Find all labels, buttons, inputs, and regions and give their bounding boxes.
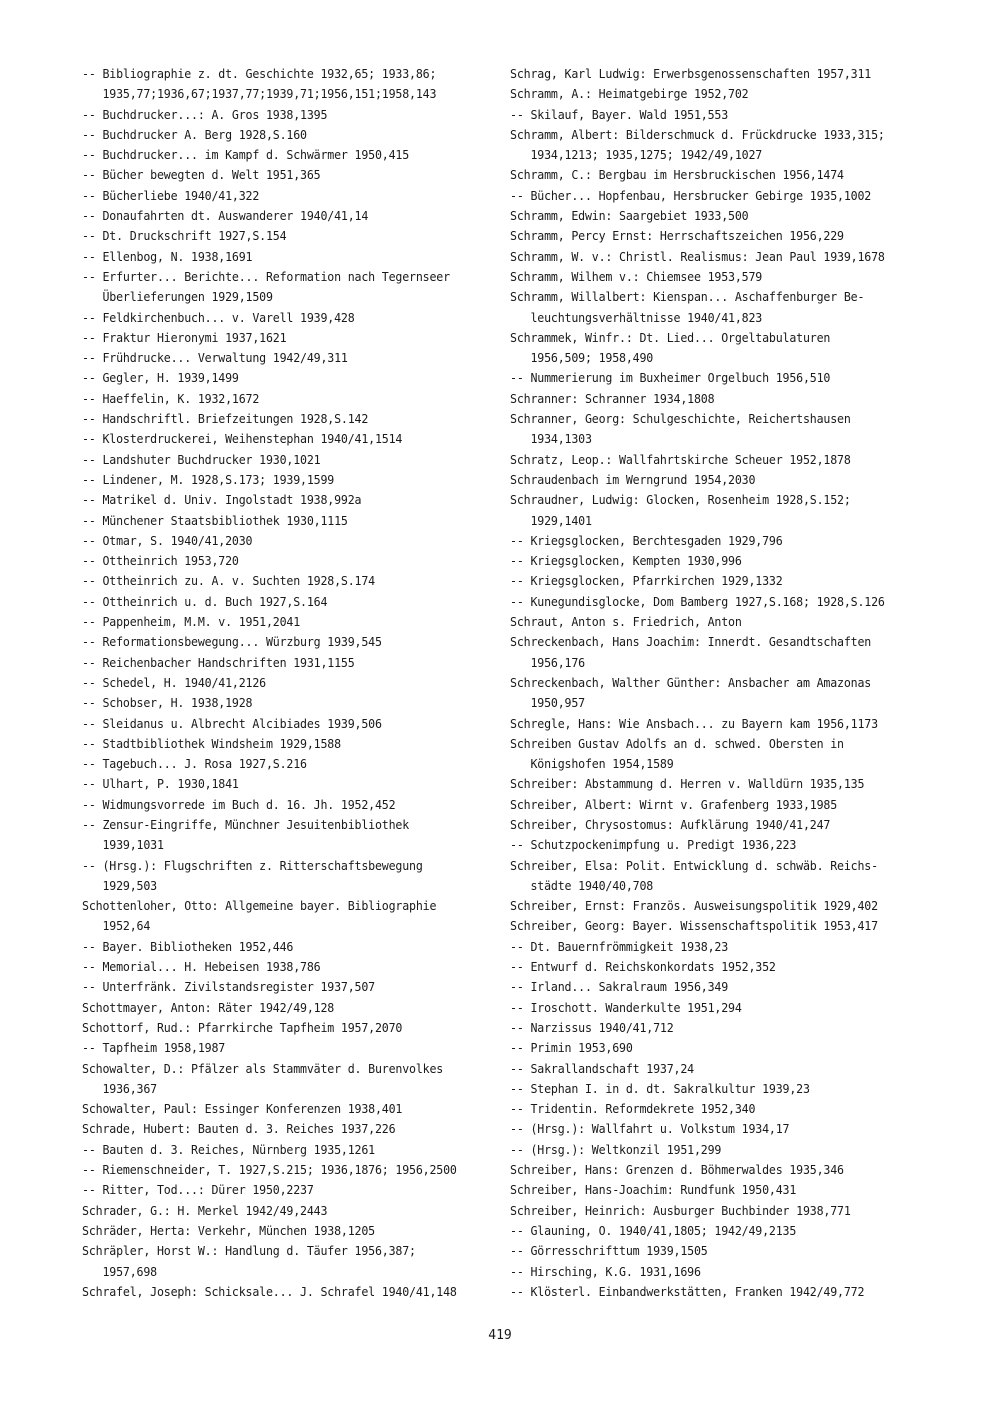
index-entry-line: -- Ottheinrich u. d. Buch 1927,S.164	[82, 593, 328, 609]
index-entry-line: -- (Hrsg.): Flugschriften z. Ritterschaftsbewegung	[82, 857, 423, 873]
index-entry-line: Schramm, Percy Ernst: Herrschaftszeichen 1956,229	[510, 228, 844, 244]
index-entry-line: Schowalter, D.: Pfälzer als Stammväter d. Burenvolkes	[82, 1060, 444, 1076]
index-entry-line: -- Ottheinrich 1953,720	[82, 553, 239, 569]
index-entry-line: -- Kriegsglocken, Berchtesgaden 1929,796	[510, 532, 783, 548]
index-entry-line: Überlieferungen 1929,1509	[82, 289, 273, 305]
index-entry-line: -- Buchdrucker...: A. Gros 1938,1395	[82, 106, 328, 122]
index-entry-line: 1936,367	[82, 1080, 157, 1096]
index-entry-line: 1929,503	[82, 877, 157, 893]
index-entry-line: Schottenloher, Otto: Allgemeine bayer. Bibliographie	[82, 898, 437, 914]
index-entry-line: 1952,64	[82, 918, 151, 934]
index-entry-line: -- Bücher bewegten d. Welt 1951,365	[82, 167, 321, 183]
index-entry-line: -- Haeffelin, K. 1932,1672	[82, 390, 260, 406]
index-entry-line: -- Sleidanus u. Albrecht Alcibiades 1939,506	[82, 715, 382, 731]
index-entry-line: -- Pappenheim, M.M. v. 1951,2041	[82, 614, 301, 630]
index-entry-line: -- Buchdrucker A. Berg 1928,S.160	[82, 126, 307, 142]
index-entry-line: leuchtungsverhältnisse 1940/41,823	[510, 309, 763, 325]
index-entry-line: Schramm, W. v.: Christl. Realismus: Jean Paul 1939,1678	[510, 248, 885, 264]
index-entry-line: -- Stadtbibliothek Windsheim 1929,1588	[82, 735, 341, 751]
index-entry-line: Schreckenbach, Walther Günther: Ansbacher am Amazonas	[510, 674, 872, 690]
index-entry-line: -- Riemenschneider, T. 1927,S.215; 1936,1876; 1956,2500	[82, 1162, 457, 1178]
index-entry-line: Schreiber: Abstammung d. Herren v. Walldürn 1935,135	[510, 776, 865, 792]
index-entry-line: Schreiber, Albert: Wirnt v. Grafenberg 1933,1985	[510, 796, 838, 812]
index-entry-line: -- Nummerierung im Buxheimer Orgelbuch 1956,510	[510, 370, 831, 386]
index-entry-line: -- Tagebuch... J. Rosa 1927,S.216	[82, 756, 307, 772]
index-entry-line: -- Entwurf d. Reichskonkordats 1952,352	[510, 959, 776, 975]
index-entry-line: -- Reichenbacher Handschriften 1931,1155	[82, 654, 355, 670]
index-entry-line: Schramm, Wilhem v.: Chiemsee 1953,579	[510, 268, 763, 284]
index-entry-line: -- Tridentin. Reformdekrete 1952,340	[510, 1101, 756, 1117]
index-entry-line: -- Unterfränk. Zivilstandsregister 1937,507	[82, 979, 375, 995]
index-entry-line: -- Narzissus 1940/41,712	[510, 1019, 674, 1035]
index-entry-line: Schreiber, Hans-Joachim: Rundfunk 1950,431	[510, 1182, 797, 1198]
index-entry-line: Schraudner, Ludwig: Glocken, Rosenheim 1928,S.152;	[510, 492, 851, 508]
index-entry-line: Schottorf, Rud.: Pfarrkirche Tapfheim 1957,2070	[82, 1019, 403, 1035]
index-entry-line: -- Primin 1953,690	[510, 1040, 633, 1056]
index-entry-line: -- Görresschrifttum 1939,1505	[510, 1243, 708, 1259]
index-entry-line: -- Bauten d. 3. Reiches, Nürnberg 1935,1261	[82, 1141, 375, 1157]
index-entry-line: -- Glauning, O. 1940/41,1805; 1942/49,2135	[510, 1222, 797, 1238]
index-entry-line: Schramm, Edwin: Saargebiet 1933,500	[510, 208, 749, 224]
index-entry-line: -- Klosterdruckerei, Weihenstephan 1940/41,1514	[82, 431, 403, 447]
index-entry-line: städte 1940/40,708	[510, 877, 654, 893]
index-entry-line: -- Stephan I. in d. dt. Sakralkultur 1939,23	[510, 1080, 810, 1096]
index-entry-line: -- Landshuter Buchdrucker 1930,1021	[82, 451, 321, 467]
index-entry-line: Schrader, G.: H. Merkel 1942/49,2443	[82, 1202, 328, 1218]
index-entry-line: -- Frühdrucke... Verwaltung 1942/49,311	[82, 350, 348, 366]
index-entry-line: 1956,176	[510, 654, 585, 670]
index-entry-line: -- Otmar, S. 1940/41,2030	[82, 532, 253, 548]
left-column	[82, 64, 502, 1302]
index-entry-line: -- Skilauf, Bayer. Wald 1951,553	[510, 106, 729, 122]
index-entry-line: Schramm, C.: Bergbau im Hersbruckischen 1956,1474	[510, 167, 844, 183]
index-entry-line: -- Fraktur Hieronymi 1937,1621	[82, 329, 287, 345]
index-entry-line: Schrag, Karl Ludwig: Erwerbsgenossenschaften 1957,311	[510, 66, 872, 81]
index-entry-line: -- Kriegsglocken, Pfarrkirchen 1929,1332	[510, 573, 783, 589]
index-entry-line: -- Ritter, Tod...: Dürer 1950,2237	[82, 1182, 314, 1198]
index-entry-line: Schrammek, Winfr.: Dt. Lied... Orgeltabulaturen	[510, 329, 831, 345]
index-entry-line: Schräpler, Horst W.: Handlung d. Täufer 1956,387;	[82, 1243, 416, 1259]
index-entry-line: Königshofen 1954,1589	[510, 756, 674, 772]
index-entry-line: Schranner: Schranner 1934,1808	[510, 390, 715, 406]
index-entry-line: Schramm, A.: Heimatgebirge 1952,702	[510, 86, 749, 102]
index-entry-line: -- Hirsching, K.G. 1931,1696	[510, 1263, 701, 1279]
index-entry-line: Schottmayer, Anton: Räter 1942/49,128	[82, 999, 335, 1015]
index-entry-line: -- Erfurter... Berichte... Reformation nach Tegernseer	[82, 268, 450, 284]
index-entry-line: -- Zensur-Eingriffe, Münchner Jesuitenbibliothek	[82, 816, 410, 832]
index-entry-line: Schräder, Herta: Verkehr, München 1938,1205	[82, 1222, 375, 1238]
index-entry-line: -- Iroschott. Wanderkulte 1951,294	[510, 999, 742, 1015]
right-column	[510, 64, 930, 1302]
index-entry-line: Schrade, Hubert: Bauten d. 3. Reiches 1937,226	[82, 1121, 396, 1137]
index-entry-line: -- Buchdrucker... im Kampf d. Schwärmer 1950,415	[82, 147, 410, 163]
index-entry-line: Schrafel, Joseph: Schicksale... J. Schrafel 1940/41,148	[82, 1283, 457, 1299]
index-entry-line: Schreiben Gustav Adolfs an d. schwed. Obersten in	[510, 735, 844, 751]
index-entry-line: -- Reformationsbewegung... Würzburg 1939,545	[82, 634, 382, 650]
index-entry-line: -- Ulhart, P. 1930,1841	[82, 776, 239, 792]
index-entry-line: 1935,77;1936,67;1937,77;1939,71;1956,151;1958,143	[82, 86, 437, 102]
index-entry-line: -- Dt. Druckschrift 1927,S.154	[82, 228, 287, 244]
index-entry-line: -- Donaufahrten dt. Auswanderer 1940/41,14	[82, 208, 369, 224]
index-entry-line: Schreiber, Chrysostomus: Aufklärung 1940/41,247	[510, 816, 831, 832]
index-entry-line: Schreiber, Ernst: Französ. Ausweisungspolitik 1929,402	[510, 898, 878, 914]
index-entry-line: -- Münchener Staatsbibliothek 1930,1115	[82, 512, 348, 528]
index-entry-line: Schraudenbach im Werngrund 1954,2030	[510, 471, 756, 487]
index-entry-line: -- Memorial... H. Hebeisen 1938,786	[82, 959, 321, 975]
index-entry-line: -- Bibliographie z. dt. Geschichte 1932,65; 1933,86;	[82, 66, 437, 81]
index-entry-line: Schreckenbach, Hans Joachim: Innerdt. Gesandtschaften	[510, 634, 872, 650]
index-entry-line: 1956,509; 1958,490	[510, 350, 654, 366]
index-entry-line: Schreiber, Hans: Grenzen d. Böhmerwaldes 1935,346	[510, 1162, 844, 1178]
index-entry-line: -- Sakrallandschaft 1937,24	[510, 1060, 694, 1076]
index-entry-line: -- Kunegundisglocke, Dom Bamberg 1927,S.168; 1928,S.126	[510, 593, 885, 609]
index-entry-line: -- (Hrsg.): Weltkonzil 1951,299	[510, 1141, 722, 1157]
index-entry-line: -- Matrikel d. Univ. Ingolstadt 1938,992a	[82, 492, 362, 508]
index-entry-line: -- Schedel, H. 1940/41,2126	[82, 674, 266, 690]
index-entry-line: -- Schutzpockenimpfung u. Predigt 1936,223	[510, 837, 797, 853]
index-entry-line: Schraut, Anton s. Friedrich, Anton	[510, 614, 742, 630]
index-entry-line: Schreiber, Georg: Bayer. Wissenschaftspolitik 1953,417	[510, 918, 878, 934]
index-entry-line: Schranner, Georg: Schulgeschichte, Reichertshausen	[510, 411, 851, 427]
index-entry-line: -- Tapfheim 1958,1987	[82, 1040, 226, 1056]
index-entry-line: -- Feldkirchenbuch... v. Varell 1939,428	[82, 309, 355, 325]
index-entry-line: -- Widmungsvorrede im Buch d. 16. Jh. 1952,452	[82, 796, 396, 812]
index-entry-line: Schreiber, Elsa: Polit. Entwicklung d. schwäb. Reichs-	[510, 857, 878, 873]
index-entry-line: 1929,1401	[510, 512, 592, 528]
index-entry-line: 1957,698	[82, 1263, 157, 1279]
index-entry-line: Schramm, Willalbert: Kienspan... Aschaffenburger Be-	[510, 289, 865, 305]
index-entry-line: -- Bücher... Hopfenbau, Hersbrucker Gebirge 1935,1002	[510, 187, 872, 203]
index-entry-line: -- Handschriftl. Briefzeitungen 1928,S.142	[82, 411, 369, 427]
index-entry-line: -- Kriegsglocken, Kempten 1930,996	[510, 553, 742, 569]
index-entry-line: Schreiber, Heinrich: Ausburger Buchbinder 1938,771	[510, 1202, 851, 1218]
index-entry-line: -- Lindener, M. 1928,S.173; 1939,1599	[82, 471, 335, 487]
index-entry-line: -- Irland... Sakralraum 1956,349	[510, 979, 729, 995]
index-entry-line: -- Ottheinrich zu. A. v. Suchten 1928,S.174	[82, 573, 375, 589]
index-entry-line: Schratz, Leop.: Wallfahrtskirche Scheuer 1952,1878	[510, 451, 851, 467]
index-entry-line: -- Klösterl. Einbandwerkstätten, Franken 1942/49,772	[510, 1283, 865, 1299]
index-entry-line: -- Dt. Bauernfrömmigkeit 1938,23	[510, 938, 729, 954]
index-entry-line: -- Ellenbog, N. 1938,1691	[82, 248, 253, 264]
index-entry-line: Schramm, Albert: Bilderschmuck d. Frückdrucke 1933,315;	[510, 126, 885, 142]
index-entry-line: Schregle, Hans: Wie Ansbach... zu Bayern kam 1956,1173	[510, 715, 878, 731]
index-entry-line: 1950,957	[510, 695, 585, 711]
index-entry-line: -- Bayer. Bibliotheken 1952,446	[82, 938, 294, 954]
page-number: 419	[488, 1328, 512, 1343]
index-entry-line: -- Bücherliebe 1940/41,322	[82, 187, 260, 203]
index-entry-line: 1939,1031	[82, 837, 164, 853]
index-entry-line: -- (Hrsg.): Wallfahrt u. Volkstum 1934,17	[510, 1121, 790, 1137]
index-entry-line: Schowalter, Paul: Essinger Konferenzen 1938,401	[82, 1101, 403, 1117]
index-entry-line: 1934,1303	[510, 431, 592, 447]
index-entry-line: -- Gegler, H. 1939,1499	[82, 370, 239, 386]
index-entry-line: -- Schobser, H. 1938,1928	[82, 695, 253, 711]
index-entry-line: 1934,1213; 1935,1275; 1942/49,1027	[510, 147, 763, 163]
